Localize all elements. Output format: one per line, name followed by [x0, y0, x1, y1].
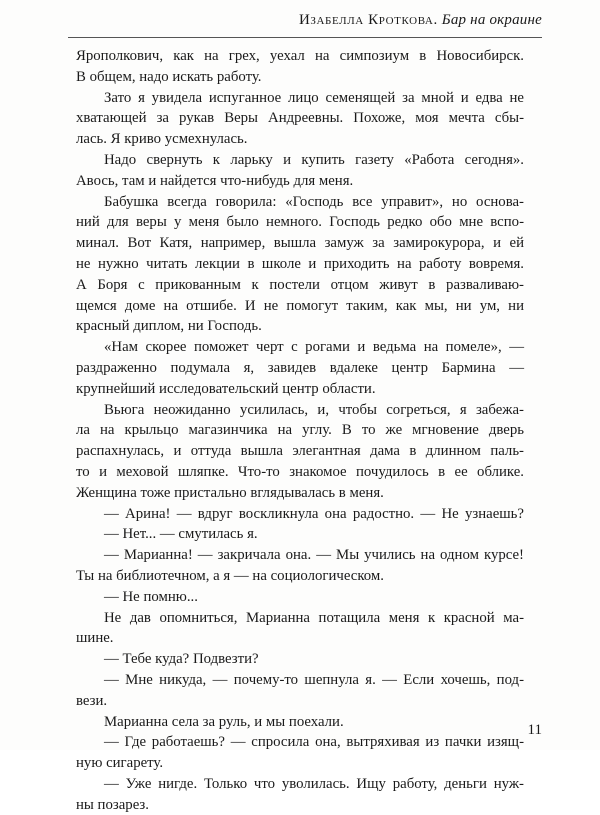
text-line: «Нам скорее поможет черт с рогами и ведьма на помеле», — — [104, 339, 524, 356]
text-line: В общем, надо искать работу. — [76, 68, 262, 85]
text-line: Ярополкович, как на грех, уехал на симпозиум в Новосибирск. — [76, 48, 524, 64]
text-line: ную сигарету. — [76, 755, 164, 772]
text-line: Вьюга неожиданно усилилась, и, чтобы согреться, я забежа- — [104, 401, 524, 418]
text-line: щемся доме на отшибе. И не помогут таким, как мы, ни ум, ни — [76, 297, 524, 314]
text-line: распахнулась, и оттуда вышла элегантная дама в длинном паль- — [76, 443, 524, 460]
text-line: Зато я увидела испуганное лицо семенящей за мной и едва не — [104, 89, 524, 106]
text-line: хватающей за рукав Веры Андреевны. Похоже, моя мечта сбы- — [76, 110, 524, 127]
text-line: — Не помню... — [104, 588, 198, 605]
text-line: шине. — [76, 630, 114, 647]
text-line: — Марианна! — закричала она. — Мы учились на одном курсе! — [104, 547, 524, 564]
text-line: — Мне никуда, — почему-то шепнула я. — Если хочешь, под- — [104, 671, 524, 688]
text-line: то и меховой шляпке. Что-то знакомое почудилось в ее облике. — [76, 463, 524, 480]
text-line: Не дав опомниться, Марианна потащила меня к красной ма- — [104, 609, 524, 626]
page-number: 11 — [527, 722, 542, 738]
text-line: А Боря с прикованным к постели отцом живут в разваливаю- — [76, 276, 524, 293]
running-head — [299, 12, 542, 29]
text-line: ны позарез. — [76, 796, 149, 813]
text-line: Женщина тоже пристально вглядывалась в меня. — [76, 484, 384, 501]
text-line: красный диплом, ни Господь. — [76, 318, 262, 335]
header-title: Бар на окраине — [441, 12, 542, 28]
text-line: ний для веры у меня было немного. Господь редко обо мне вспо- — [76, 214, 524, 231]
text-line: ла на крыльцо магазинчика на углу. В то же мгновение дверь — [76, 422, 524, 439]
text-line: раздраженно подумала я, завидев вдалеке центр Бармина — — [76, 359, 524, 376]
text-line: Ты на библиотечном, а я — на социологическом. — [76, 567, 384, 584]
text-line: не нужно читать лекции в школе и приходить на работу вовремя. — [76, 255, 524, 272]
text-line: минал. Вот Катя, например, вышла замуж за замирокурора, и ей — [76, 235, 524, 252]
header-rule — [68, 37, 542, 38]
text-line: Авось, там и найдется что-нибудь для меня. — [76, 172, 354, 189]
header-author: Изабелла Кроткова. — [298, 12, 438, 28]
text-line: Марианна села за руль, и мы поехали. — [104, 713, 344, 730]
text-line: Бабушка всегда говорила: «Господь все управит», но основа- — [104, 193, 524, 210]
text-line: вези. — [76, 692, 108, 709]
text-line: крупнейший исследовательский центр области. — [76, 380, 376, 397]
text-line: — Арина! — вдруг воскликнула она радостно. — Не узнаешь? — [104, 505, 524, 522]
text-line: Надо свернуть к ларьку и купить газету «Работа сегодня». — [104, 151, 524, 168]
text-line: — Уже нигде. Только что уволилась. Ищу работу, деньги нуж- — [104, 775, 524, 792]
text-line: — Нет... — смутилась я. — [104, 526, 258, 543]
text-line: лась. Я криво усмехнулась. — [76, 131, 248, 148]
text-line: — Тебе куда? Подвезти? — [104, 651, 259, 668]
body-text — [76, 46, 524, 815]
text-line: — Где работаешь? — спросила она, вытряхивая из пачки изящ- — [104, 734, 524, 751]
